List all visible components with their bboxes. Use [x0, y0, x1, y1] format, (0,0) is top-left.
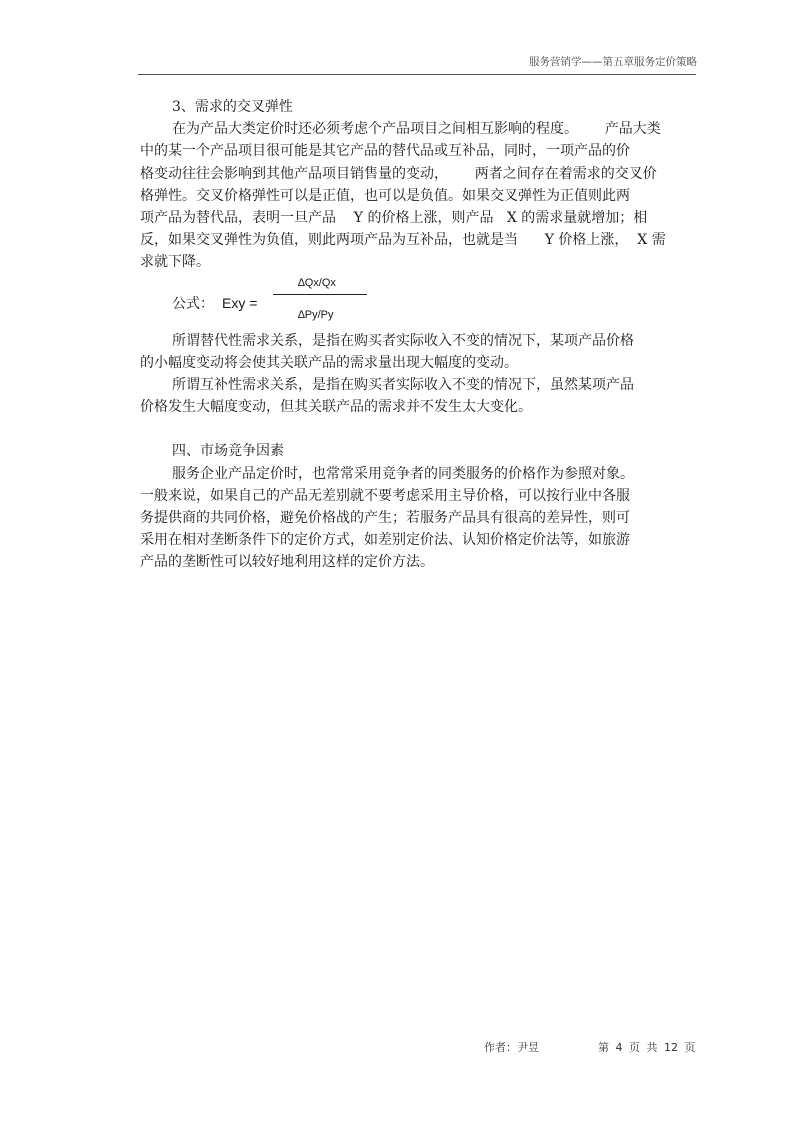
header-divider: [138, 74, 696, 75]
footer-author: 作者：尹昱: [484, 1041, 539, 1054]
paragraph-line: 服务企业产品定价时，也常常采用竞争者的同类服务的价格作为参照对象。: [172, 465, 634, 482]
paragraph-line: 一般来说，如果自己的产品无差别就不要考虑采用主导价格，可以按行业中各服: [140, 487, 630, 504]
paragraph-line: 务提供商的共同价格，避免价格战的产生；若服务产品具有很高的差异性，则可: [140, 510, 630, 527]
paragraph-line: 所谓互补性需求关系，是指在购买者实际收入不变的情况下，虽然某项产品: [172, 377, 634, 394]
section-heading-market-competition: 四、市场竞争因素: [172, 443, 284, 460]
formula-lhs: Exy =: [222, 294, 258, 311]
paragraph-line: 产品的垄断性可以较好地利用这样的定价方法。: [140, 554, 434, 571]
formula-denominator: ∆Py/Py: [298, 308, 334, 321]
paragraph-line: 在为产品大类定价时还必须考虑个产品项目之间相互影响的程度。 产品大类: [172, 121, 661, 138]
page-body: [140, 96, 700, 574]
paragraph-line: 所谓替代性需求关系，是指在购买者实际收入不变的情况下，某项产品价格: [172, 332, 634, 349]
paragraph-line: 求就下降。: [140, 254, 210, 271]
formula-numerator: ∆Qx/Qx: [298, 276, 336, 289]
paragraph-line: 格弹性。交叉价格弹性可以是正值，也可以是负值。如果交叉弹性为正值则此两: [140, 187, 630, 204]
running-header-title: 服务营销学——第五章服务定价策略: [529, 56, 697, 68]
section-spacer: [140, 418, 700, 440]
paragraph-line: 项产品为替代品，表明一旦产品 Y 的价格上涨，则产品 X 的需求量就增加；相: [140, 210, 648, 227]
fraction-bar: [273, 294, 367, 295]
section-heading-cross-elasticity: 3、需求的交叉弹性: [172, 99, 293, 115]
paragraph-line: 反，如果交叉弹性为负值，则此两项产品为互补品，也就是当 Y 价格上涨， X 需: [140, 232, 666, 249]
paragraph-line: 中的某一个产品项目很可能是其它产品的替代品或互补品，同时，一项产品的价: [140, 143, 630, 160]
footer-page-number: 第 4 页 共 12 页: [598, 1041, 696, 1054]
cross-elasticity-formula: [140, 274, 700, 330]
paragraph-line: 的小幅度变动将会使其关联产品的需求量出现大幅度的变动。: [140, 354, 518, 371]
paragraph-line: 价格发生大幅度变动，但其关联产品的需求并不发生太大变化。: [140, 399, 532, 416]
paragraph-line: 格变动往往会影响到其他产品项目销售量的变动， 两者之间存在着需求的交叉价: [140, 165, 657, 182]
paragraph-line: 采用在相对垄断条件下的定价方式，如差别定价法、认知价格定价法等，如旅游: [140, 532, 630, 549]
formula-label: 公式： Exy =: [172, 294, 258, 312]
